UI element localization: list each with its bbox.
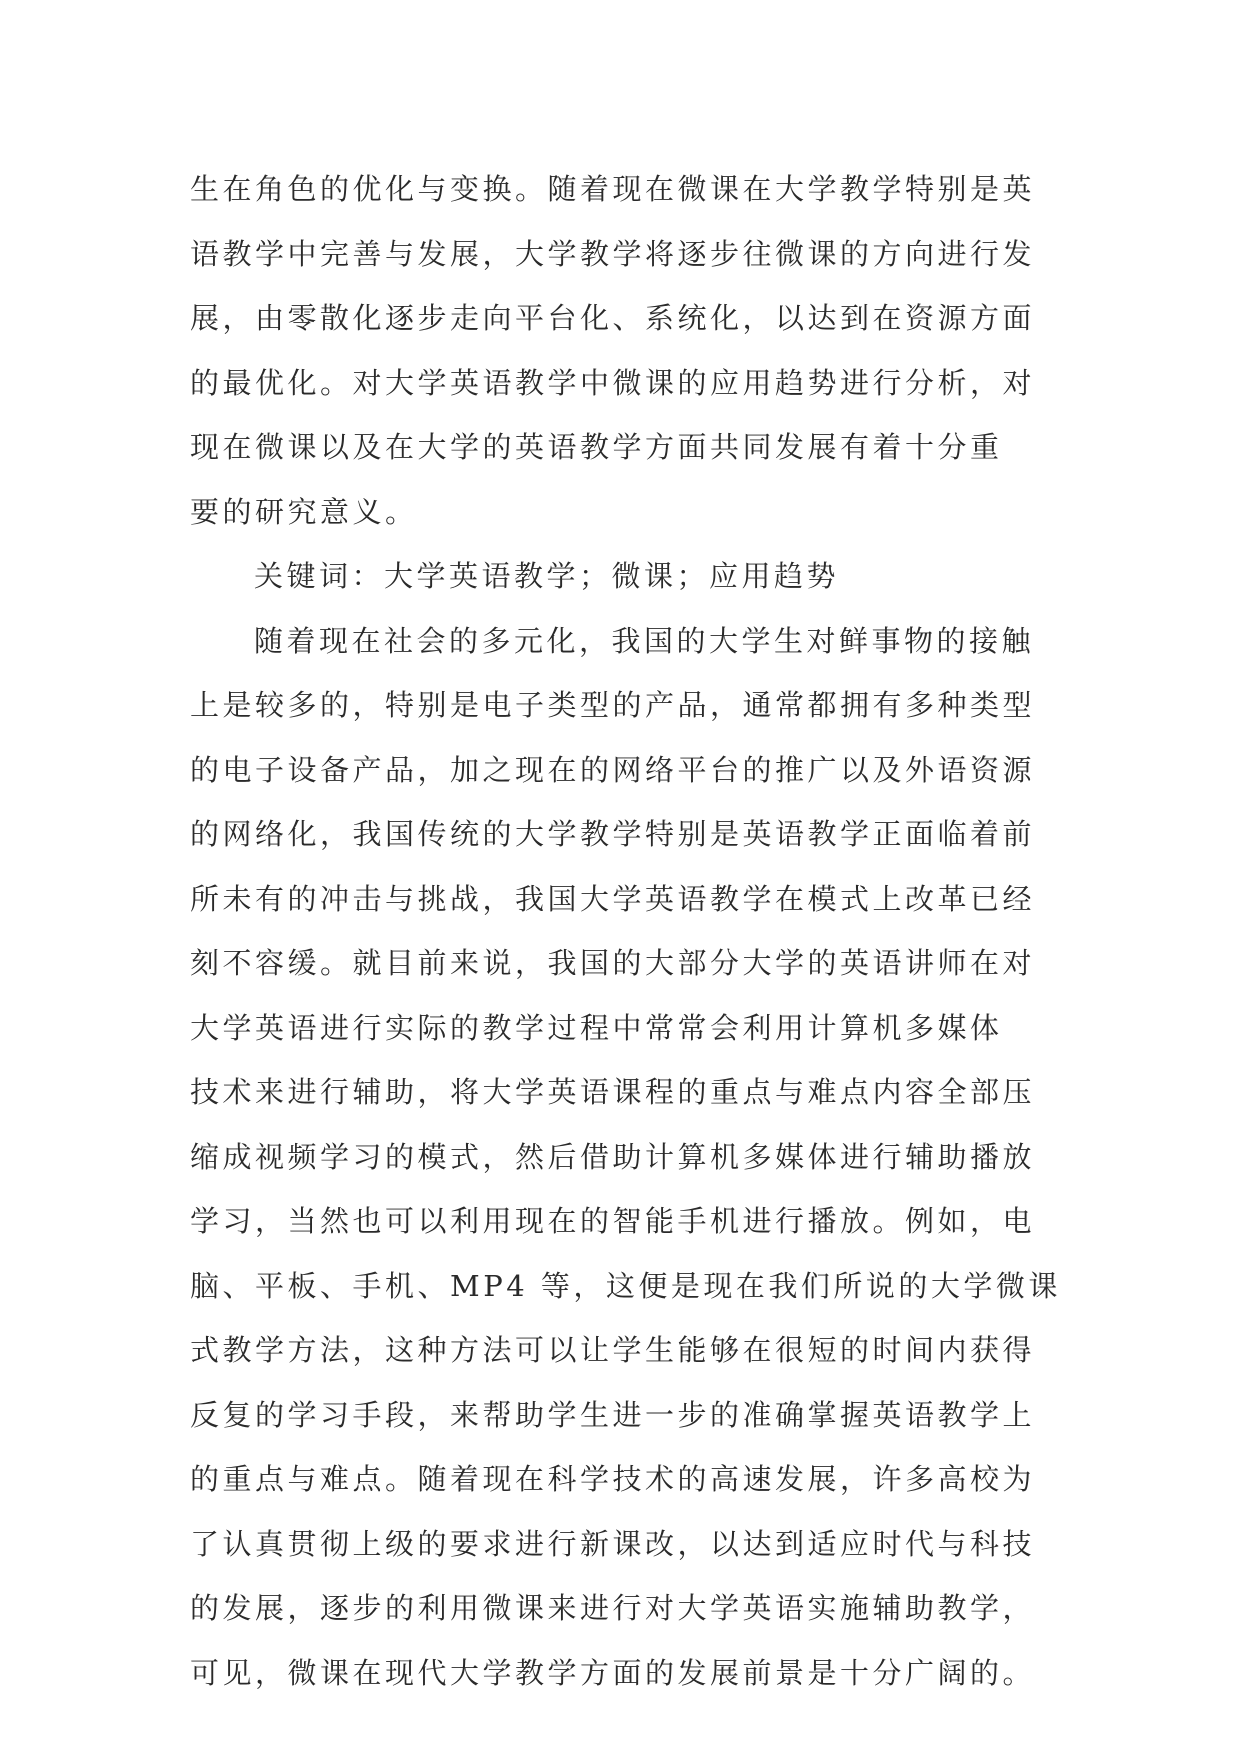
text-line: 大学英语进行实际的教学过程中常常会利用计算机多媒体 xyxy=(190,1010,1003,1045)
body-text xyxy=(190,157,1070,1705)
text-line: 上是较多的，特别是电子类型的产品，通常都拥有多种类型 xyxy=(190,688,1036,722)
text-line: 所未有的冲击与挑战，我国大学英语教学在模式上改革已经 xyxy=(190,881,1036,916)
keywords-line: 关键词：大学英语教学；微课；应用趋势 xyxy=(254,559,840,593)
text-line: 学习，当然也可以利用现在的智能手机进行播放。例如，电 xyxy=(190,1204,1036,1238)
text-line: 展，由零散化逐步走向平台化、系统化，以达到在资源方面 xyxy=(190,301,1036,335)
text-line: 的发展，逐步的利用微课来进行对大学英语实施辅助教学， xyxy=(190,1591,1036,1625)
text-line: 可见，微课在现代大学教学方面的发展前景是十分广阔的。 xyxy=(190,1655,1036,1690)
text-line: 的电子设备产品，加之现在的网络平台的推广以及外语资源 xyxy=(190,752,1036,787)
paragraph-start-line: 随着现在社会的多元化，我国的大学生对鲜事物的接触 xyxy=(254,623,1035,658)
text-line: 了认真贯彻上级的要求进行新课改，以达到适应时代与科技 xyxy=(190,1526,1036,1561)
text-line: 刻不容缓。就目前来说，我国的大部分大学的英语讲师在对 xyxy=(190,946,1036,980)
text-line: 要的研究意义。 xyxy=(190,494,418,529)
text-line: 式教学方法，这种方法可以让学生能够在很短的时间内获得 xyxy=(190,1333,1036,1367)
text-line: 反复的学习手段，来帮助学生进一步的准确掌握英语教学上 xyxy=(190,1397,1036,1432)
text-line: 的网络化，我国传统的大学教学特别是英语教学正面临着前 xyxy=(190,817,1036,851)
text-line: 现在微课以及在大学的英语教学方面共同发展有着十分重 xyxy=(190,430,1003,464)
text-line: 语教学中完善与发展，大学教学将逐步往微课的方向进行发 xyxy=(190,236,1036,271)
text-line: 缩成视频学习的模式，然后借助计算机多媒体进行辅助播放 xyxy=(190,1139,1036,1174)
text-line: 的重点与难点。随着现在科学技术的高速发展，许多高校为 xyxy=(190,1462,1036,1496)
text-line: 生在角色的优化与变换。随着现在微课在大学教学特别是英 xyxy=(190,172,1036,206)
text-line: 的最优化。对大学英语教学中微课的应用趋势进行分析，对 xyxy=(190,365,1036,400)
text-line: 脑、平板、手机、MP4 等，这便是现在我们所说的大学微课 xyxy=(190,1268,1061,1303)
text-line: 技术来进行辅助，将大学英语课程的重点与难点内容全部压 xyxy=(190,1075,1036,1109)
